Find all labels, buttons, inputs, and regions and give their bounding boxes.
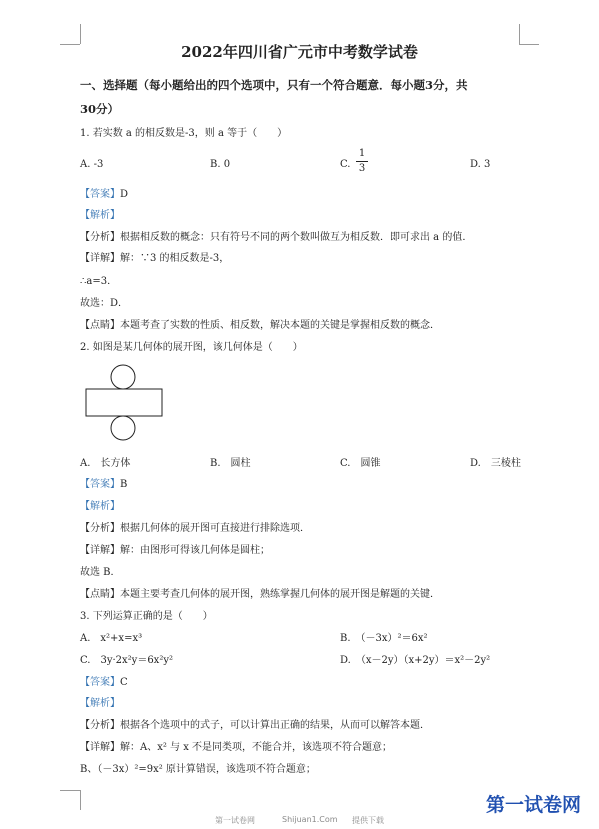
q3-xiangjie: 【详解】解：A、x² 与 x 不是同类项，不能合并，该选项不符合题意； bbox=[80, 742, 393, 753]
q3-answer bbox=[80, 676, 128, 689]
q2-option-b: B. 圆柱 bbox=[210, 458, 251, 469]
q2-stem: 2. 如图是某几何体的展开图，该几何体是（ ） bbox=[80, 342, 303, 353]
crop-mark-bottom-left-v bbox=[80, 790, 81, 810]
q3-option-a: A. x²+x=x³ bbox=[80, 633, 143, 644]
q2-fenxi: 【分析】根据几何体的展开图可直接进行排除选项． bbox=[80, 523, 310, 534]
q1-xiangjie: 【详解】解：∵3 的相反数是-3， bbox=[80, 253, 230, 264]
q3-option-b-explanation: B、（－3x）²=9x² 原计算错误，该选项不符合题意； bbox=[80, 764, 316, 775]
answer-value: B bbox=[120, 479, 128, 490]
top-circle bbox=[111, 365, 135, 389]
answer-tag: 【答案】 bbox=[80, 677, 120, 688]
crop-mark-top-left-v bbox=[80, 24, 81, 44]
fraction-denominator: 3 bbox=[358, 163, 366, 174]
q3-jiexi: 【解析】 bbox=[80, 698, 120, 709]
crop-mark-top-right-v bbox=[519, 24, 520, 44]
section-heading-line1: 一、选择题（每小题给出的四个选项中，只有一个符合题意．每小题3分，共 bbox=[80, 78, 468, 92]
q1-stem: 1. 若实数 a 的相反数是-3，则 a 等于（ ） bbox=[80, 128, 288, 139]
q3-option-b: B. （－3x）²＝6x² bbox=[340, 633, 428, 644]
q1-option-a: A. -3 bbox=[80, 159, 104, 170]
q2-option-a: A. 长方体 bbox=[80, 458, 131, 469]
cylinder-net-figure bbox=[85, 364, 165, 444]
q3-option-c: C. 3y·2x²y＝6x²y² bbox=[80, 655, 173, 666]
q2-answer bbox=[80, 478, 127, 491]
q1-jiexi: 【解析】 bbox=[80, 210, 120, 221]
q3-stem: 3. 下列运算正确的是（ ） bbox=[80, 611, 213, 622]
rectangle-face bbox=[86, 389, 162, 416]
fraction-numerator: 1 bbox=[358, 148, 366, 159]
q1-dianjing: 【点睛】本题考查了实数的性质、相反数，解决本题的关键是掌握相反数的概念． bbox=[80, 320, 440, 331]
q1-fenxi: 【分析】根据相反数的概念：只有符号不同的两个数叫做互为相反数．即可求出 a 的值． bbox=[80, 232, 473, 243]
q1-choose: 故选：D． bbox=[80, 298, 129, 309]
q1-option-c-label: C. bbox=[340, 159, 351, 170]
answer-value: D bbox=[120, 189, 129, 200]
q2-dianjing: 【点睛】本题主要考查几何体的展开图，熟练掌握几何体的展开图是解题的关键． bbox=[80, 589, 440, 600]
footer-site-name: 第一试卷网 bbox=[215, 816, 255, 825]
q1-option-c-fraction bbox=[356, 148, 368, 175]
bottom-circle bbox=[111, 416, 135, 440]
q1-option-d: D. 3 bbox=[470, 159, 491, 170]
brand-watermark-logo: 第一试卷网 bbox=[486, 794, 582, 816]
page-title: 2022年四川省广元市中考数学试卷 bbox=[181, 43, 418, 61]
crop-mark-bottom-left-h bbox=[60, 790, 80, 791]
q2-option-d: D. 三棱柱 bbox=[470, 458, 521, 469]
answer-tag: 【答案】 bbox=[80, 479, 120, 490]
q2-jiexi: 【解析】 bbox=[80, 501, 120, 512]
q3-option-d: D. （x－2y）（x+2y）＝x²－2y² bbox=[340, 655, 491, 666]
q2-option-c: C. 圆锥 bbox=[340, 458, 381, 469]
q1-option-b: B. 0 bbox=[210, 159, 231, 170]
q2-choose: 故选 B． bbox=[80, 567, 121, 578]
fraction-bar bbox=[356, 161, 368, 162]
answer-tag: 【答案】 bbox=[80, 189, 120, 200]
footer-download-text: 提供下载 bbox=[352, 816, 384, 825]
answer-value: C bbox=[120, 677, 128, 688]
q1-therefore: ∴a=3． bbox=[80, 276, 118, 287]
q3-fenxi: 【分析】根据各个选项中的式子，可以计算出正确的结果，从而可以解答本题． bbox=[80, 720, 430, 731]
section-heading-line2: 30分） bbox=[80, 102, 120, 116]
q2-xiangjie: 【详解】解：由图形可得该几何体是圆柱； bbox=[80, 545, 270, 556]
footer-site-url[interactable]: Shijuan1.Com bbox=[282, 815, 338, 824]
q1-answer bbox=[80, 188, 128, 201]
